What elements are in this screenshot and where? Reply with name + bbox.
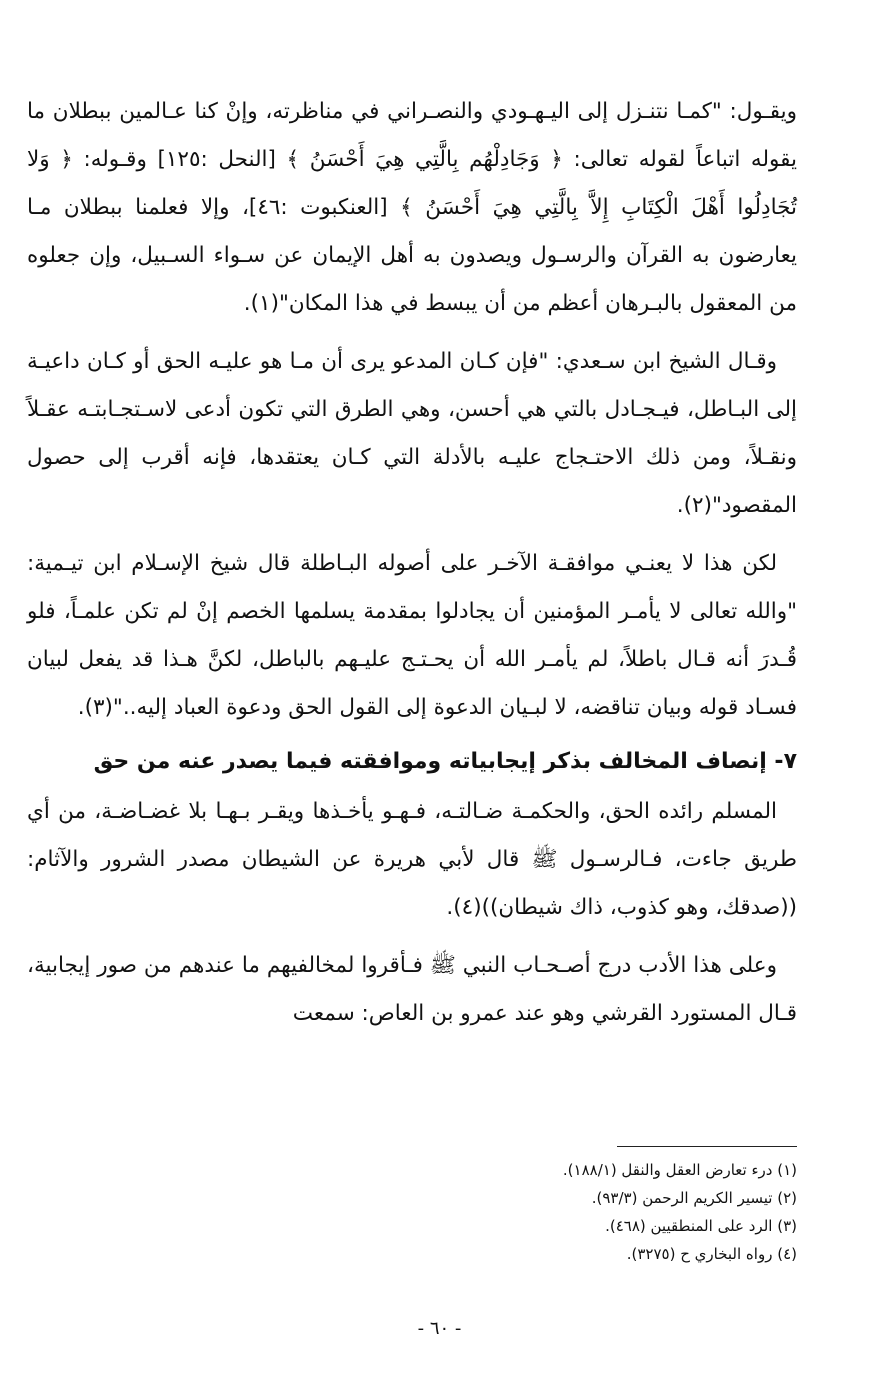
paragraph-companions-manners: وعلى هذا الأدب درج أصـحـاب النبي ﷺ فـأقروا لمخالفيهم ما عندهم من صور إيجابية، قـال المستورد القرشي وهو عند عمرو بن العاص: سمعت bbox=[27, 953, 797, 1026]
body-text bbox=[27, 88, 797, 1038]
paragraph-ibn-taymiyya-quote: ويقـول: "كمـا نتنـزل إلى اليـهـودي والنصـراني في مناظرته، وإنْ كنا عـالمين ببطلان ما يقوله اتباعاً لقوله تعالى: ﴿ وَجَادِلْهُم بِالَّتِي هِيَ أَحْسَنُ ﴾ [النحل :١٢٥] وقـوله: ﴿ وَلا تُجَادِلُوا أَهْلَ الْكِتَابِ إِلاَّ بِالَّتِي هِيَ أَحْسَنُ ﴾ [العنكبوت :٤٦]، وإلا فعلمنا ببطلان مـا يعارضون به القرآن والرسـول ويصدون به أهل الإيمان عن سـواء السـبيل، وإن جعلوه من المعقول بالبـرهان أعظم من أن يبسط في هذا المكان"(١). bbox=[27, 99, 798, 316]
footnote-3: (٣) الرد على المنطقيين (٤٦٨). bbox=[605, 1217, 797, 1235]
section-heading: ٧- إنصاف المخالف بذكر إيجابياته وموافقته فيما يصدر عنه من حق bbox=[93, 749, 797, 774]
footnote-1: (١) درء تعارض العقل والنقل (١٨٨/١). bbox=[562, 1161, 797, 1179]
paragraph-ibn-sadi-quote: وقـال الشيخ ابن سـعدي: "فإن كـان المدعو يرى أن مـا هو عليـه الحق أو كـان داعيـة إلى البـاطل، فيـجـادل بالتي هي أحسن، وهي الطرق التي تكون أدعى لاسـتجـابتـه عقـلاً ونقـلاً، ومن ذلك الاحتـجاج عليـه بالأدلة التي كـان يعتقدها، فإنه أقرب إلى حصول المقصود"(٢). bbox=[27, 349, 797, 518]
footnote-2: (٢) تيسير الكريم الرحمن (٩٣/٣). bbox=[591, 1189, 797, 1207]
paragraph-shaykh-al-islam-quote: لكن هذا لا يعنـي موافقـة الآخـر على أصوله البـاطلة قال شيخ الإسـلام ابن تيـمية: "والله تعالى لا يأمـر المؤمنين أن يجادلوا بمقدمة يسلمها الخصم إنْ لم تكن علمـاً، فلو قُـدرَ أنه قـال باطلاً، لم يأمـر الله أن يحـتـج عليـهم بالباطل، لكنَّ هـذا قد يفعل لبيان فسـاد قوله وبيان تناقضه، لا لبـيان الدعوة إلى القول الحق ودعوة العباد إليه.."(٣). bbox=[27, 551, 797, 720]
page-number: - ٦٠ - bbox=[417, 1318, 462, 1339]
paragraph-truth-seeker: المسلم رائده الحق، والحكمـة ضـالتـه، فـهـو يأخـذها ويقـر بـهـا بلا غضـاضـة، من أي طريق جاءت، فـالرسـول ﷺ قال لأبي هريرة عن الشيطان مصدر الشرور والآثام: ((صدقك، وهو كذوب، ذاك شيطان))(٤). bbox=[27, 799, 797, 920]
footnotes bbox=[197, 1156, 797, 1268]
footnote-4: (٤) رواه البخاري ح (٣٢٧٥). bbox=[626, 1245, 797, 1263]
footnote-separator bbox=[617, 1146, 797, 1147]
